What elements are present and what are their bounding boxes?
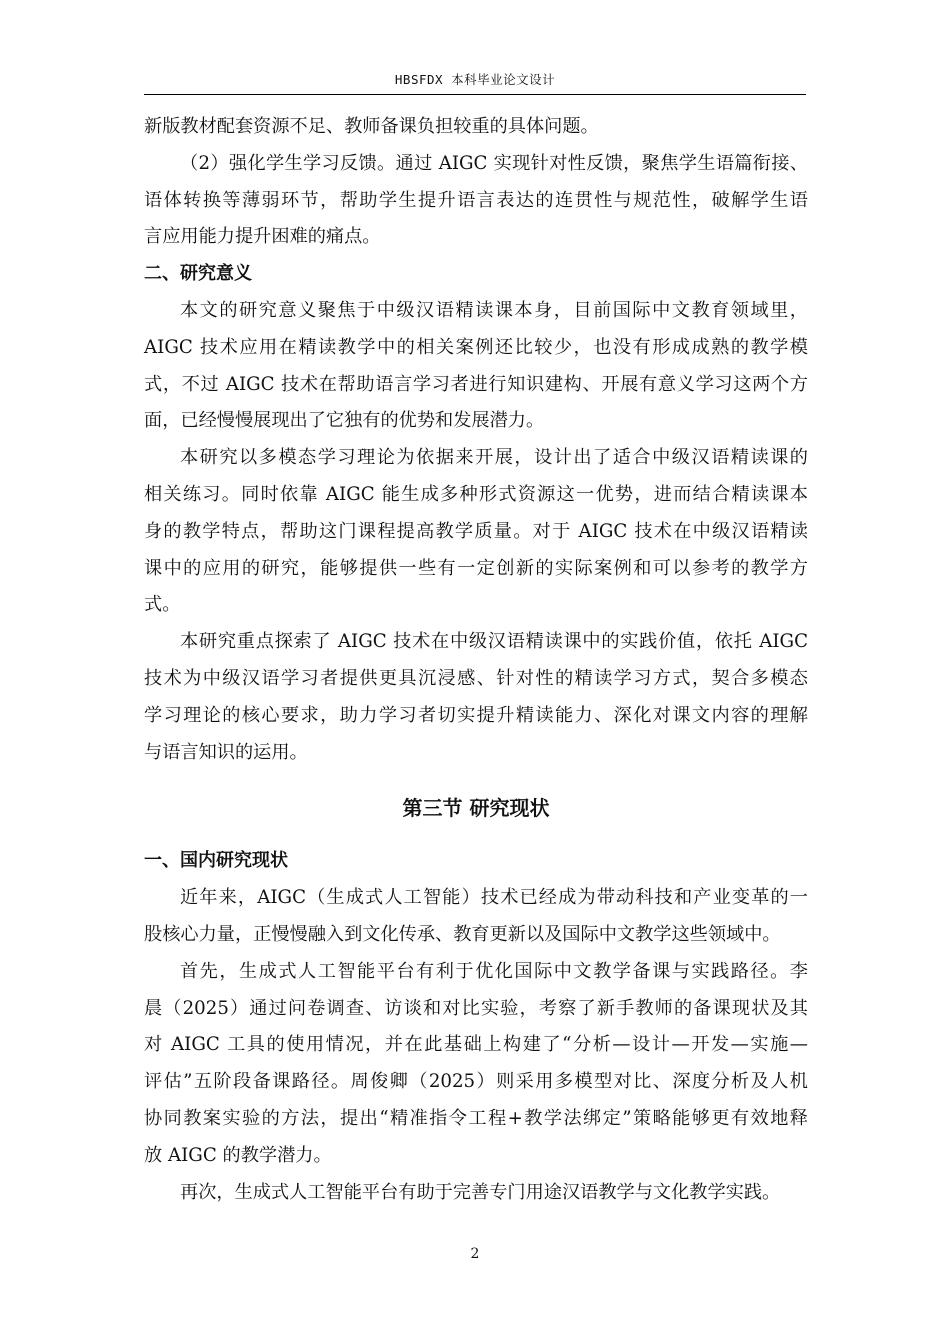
text-line: 放 AIGC 的教学潜力。	[144, 1144, 332, 1166]
paragraph	[144, 440, 808, 624]
text-line: 评估”五阶段备课路径。周俊卿（2025）则采用多模型对比、深度分析及人机	[144, 1071, 808, 1093]
text-line: 面，已经慢慢展现出了它独有的优势和发展潜力。	[144, 410, 545, 432]
text-line: 首先，生成式人工智能平台有利于优化国际中文教学备课与实践路径。李	[180, 960, 808, 982]
paragraph	[144, 146, 808, 256]
paragraph	[144, 293, 808, 440]
text-line: 再次，生成式人工智能平台有助于完善专门用途汉语教学与文化教学实践。	[180, 1181, 781, 1203]
text-line: 协同教案实验的方法，提出“精准指令工程+教学法绑定”策略能够更有效地释	[144, 1107, 808, 1129]
text-line: 新版教材配套资源不足、教师备课负担较重的具体问题。	[144, 116, 599, 137]
text-line: 身的教学特点，帮助这门课程提高教学质量。对于 AIGC 技术在中级汉语精读	[144, 520, 808, 542]
text-line: 近年来，AIGC（生成式人工智能）技术已经成为带动科技和产业变革的一	[180, 887, 808, 909]
text-line: 晨（2025）通过问卷调查、访谈和对比实验，考察了新手教师的备课现状及其	[144, 997, 808, 1019]
text-line: 式。	[144, 594, 181, 616]
paragraph	[144, 1175, 808, 1212]
text-line: 相关练习。同时依靠 AIGC 能生成多种形式资源这一优势，进而结合精读课本	[144, 483, 808, 505]
text-line: AIGC 技术应用在精读教学中的相关案例还比较少，也没有形成成熟的教学模	[144, 336, 808, 358]
text-line: 式，不过 AIGC 技术在帮助语言学习者进行知识建构、开展有意义学习这两个方	[144, 373, 808, 395]
running-header: HBSFDX 本科毕业论文设计	[394, 72, 556, 87]
paragraph	[144, 880, 808, 954]
paragraph	[144, 109, 808, 146]
paragraph	[144, 954, 808, 1175]
text-line: 本研究以多模态学习理论为依据来开展，设计出了适合中级汉语精读课的	[180, 447, 808, 469]
text-line: 与语言知识的运用。	[144, 741, 308, 763]
text-line: 对 AIGC 工具的使用情况，并在此基础上构建了“分析—设计—开发—实施—	[144, 1034, 808, 1056]
text-line: 语体转换等薄弱环节，帮助学生提升语言表达的连贯性与规范性，破解学生语	[144, 189, 808, 211]
page-number: 2	[470, 1246, 480, 1262]
text-line: 课中的应用的研究，能够提供一些有一定创新的实际案例和可以参考的教学方	[144, 557, 808, 579]
text-line: 股核心力量，正慢慢融入到文化传承、教育更新以及国际中文教学这些领域中。	[144, 923, 781, 945]
subheading-significance: 二、研究意义	[144, 263, 252, 285]
body-content	[144, 109, 808, 1211]
text-line: 技术为中级汉语学习者提供更具沉浸感、针对性的精读学习方式，契合多模态	[144, 667, 808, 689]
subheading-domestic: 一、国内研究现状	[144, 850, 288, 872]
text-line: 言应用能力提升困难的痛点。	[144, 226, 381, 248]
section-title: 第三节 研究现状	[402, 796, 550, 821]
paragraph	[144, 624, 808, 771]
header-rule	[144, 94, 806, 95]
text-line: 本研究重点探索了 AIGC 技术在中级汉语精读课中的实践价值，依托 AIGC	[180, 631, 808, 653]
text-line: （2）强化学生学习反馈。通过 AIGC 实现针对性反馈，聚焦学生语篇衔接、	[180, 152, 808, 174]
text-line: 本文的研究意义聚焦于中级汉语精读课本身，目前国际中文教育领域里，	[180, 299, 808, 321]
text-line: 学习理论的核心要求，助力学习者切实提升精读能力、深化对课文内容的理解	[144, 704, 808, 726]
